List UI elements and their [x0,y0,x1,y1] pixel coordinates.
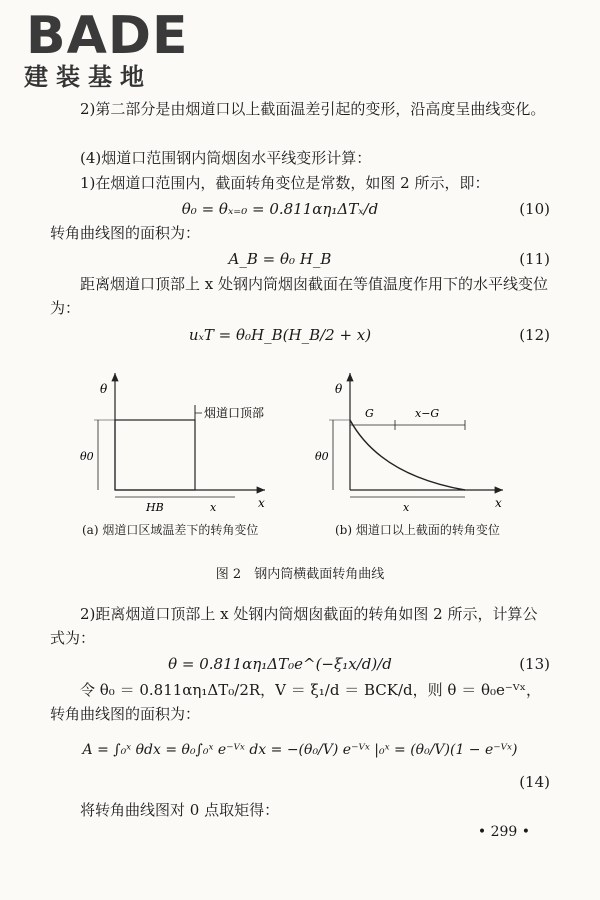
logo-subtitle: 建装基地 [24,63,152,91]
fig-b-curve [350,420,465,490]
equation-11-formula: A_B = θ₀ H_B [228,250,332,268]
paragraph-2: (4)烟道口范围钢内筒烟囱水平线变形计算： [80,149,372,167]
fig-b-x-seg: x [403,501,410,514]
equation-12-formula: uₓT = θ₀H_B(H_B/2 + x) [188,326,372,344]
equation-11 [50,247,550,271]
equation-13-formula: θ = 0.811αη₁ΔT₀e^(−ξ₁x/d)/d [168,655,392,673]
equation-10 [50,197,550,221]
fig-a-label: 烟道口顶部 [204,406,265,420]
fig-a-theta0: θ0 [80,450,94,463]
caption-a: (a) 烟道口区域温差下的转角变位 [82,523,259,537]
fig-b-x-label: x [495,496,502,510]
figure-title: 图 2 钢内筒横截面转角曲线 [215,567,385,582]
equation-14-number-row [50,770,550,794]
equation-13-number: (13) [519,655,550,673]
fig-b-y-label: θ [335,382,343,396]
fig-b-xg: x−G [415,407,440,420]
paragraph-1: 2)第二部分是由烟道口以上截面温差引起的变形，沿高度呈曲线变化。 [80,100,546,118]
figure-b [305,365,515,515]
equation-12 [50,323,550,347]
fig-a-rect [115,420,195,490]
figure-a [70,365,280,515]
paragraph-3: 1)在烟道口范围内，截面转角变位是常数，如图 2 所示，即： [80,174,490,192]
fig-a-x-label: x [258,496,265,510]
fig-a-hb: HB [146,501,164,514]
fig-b-theta0: θ0 [315,450,329,463]
equation-13 [50,652,550,676]
equation-14-number: (14) [519,773,550,791]
equation-11-number: (11) [519,250,550,268]
fig-b-g: G [365,407,374,420]
equation-10-formula: θ₀ = θₓ₌₀ = 0.811αη₁ΔTₓ/d [181,200,379,218]
paragraph-7: 令 θ₀ ＝ 0.811αη₁ΔT₀/2R，V ＝ ξ₁/d ＝ BCK/d，则 θ ＝ θ₀e⁻ⱽˣ，转角曲线图的面积为： [50,681,541,723]
equation-12-number: (12) [519,326,550,344]
paragraph-8: 将转角曲线图对 0 点取矩得： [80,801,280,819]
fig-a-y-label: θ [100,382,108,396]
paragraph-4: 转角曲线图的面积为： [50,224,201,242]
equation-14 [50,738,550,762]
logo [12,6,189,91]
logo-brand: BADE [26,6,189,66]
caption-b: (b) 烟道口以上截面的转角变位 [335,523,500,537]
fig-a-x-seg: x [210,501,217,514]
paragraph-5: 距离烟道口顶部上 x 处钢内筒烟囱截面在等值温度作用下的水平线变位为： [50,275,548,317]
page-number: • 299 • [477,824,530,840]
equation-10-number: (10) [519,200,550,218]
paragraph-6: 2)距离烟道口顶部上 x 处钢内筒烟囱截面的转角如图 2 所示，计算公式为： [50,605,538,647]
equation-14-formula: A = ∫₀ˣ θdx = θ₀∫₀ˣ e⁻ⱽˣ dx = −(θ₀/V) e⁻ⱽˣ |₀ˣ = (θ₀/V)(1 − e⁻ⱽˣ) [82,742,518,758]
